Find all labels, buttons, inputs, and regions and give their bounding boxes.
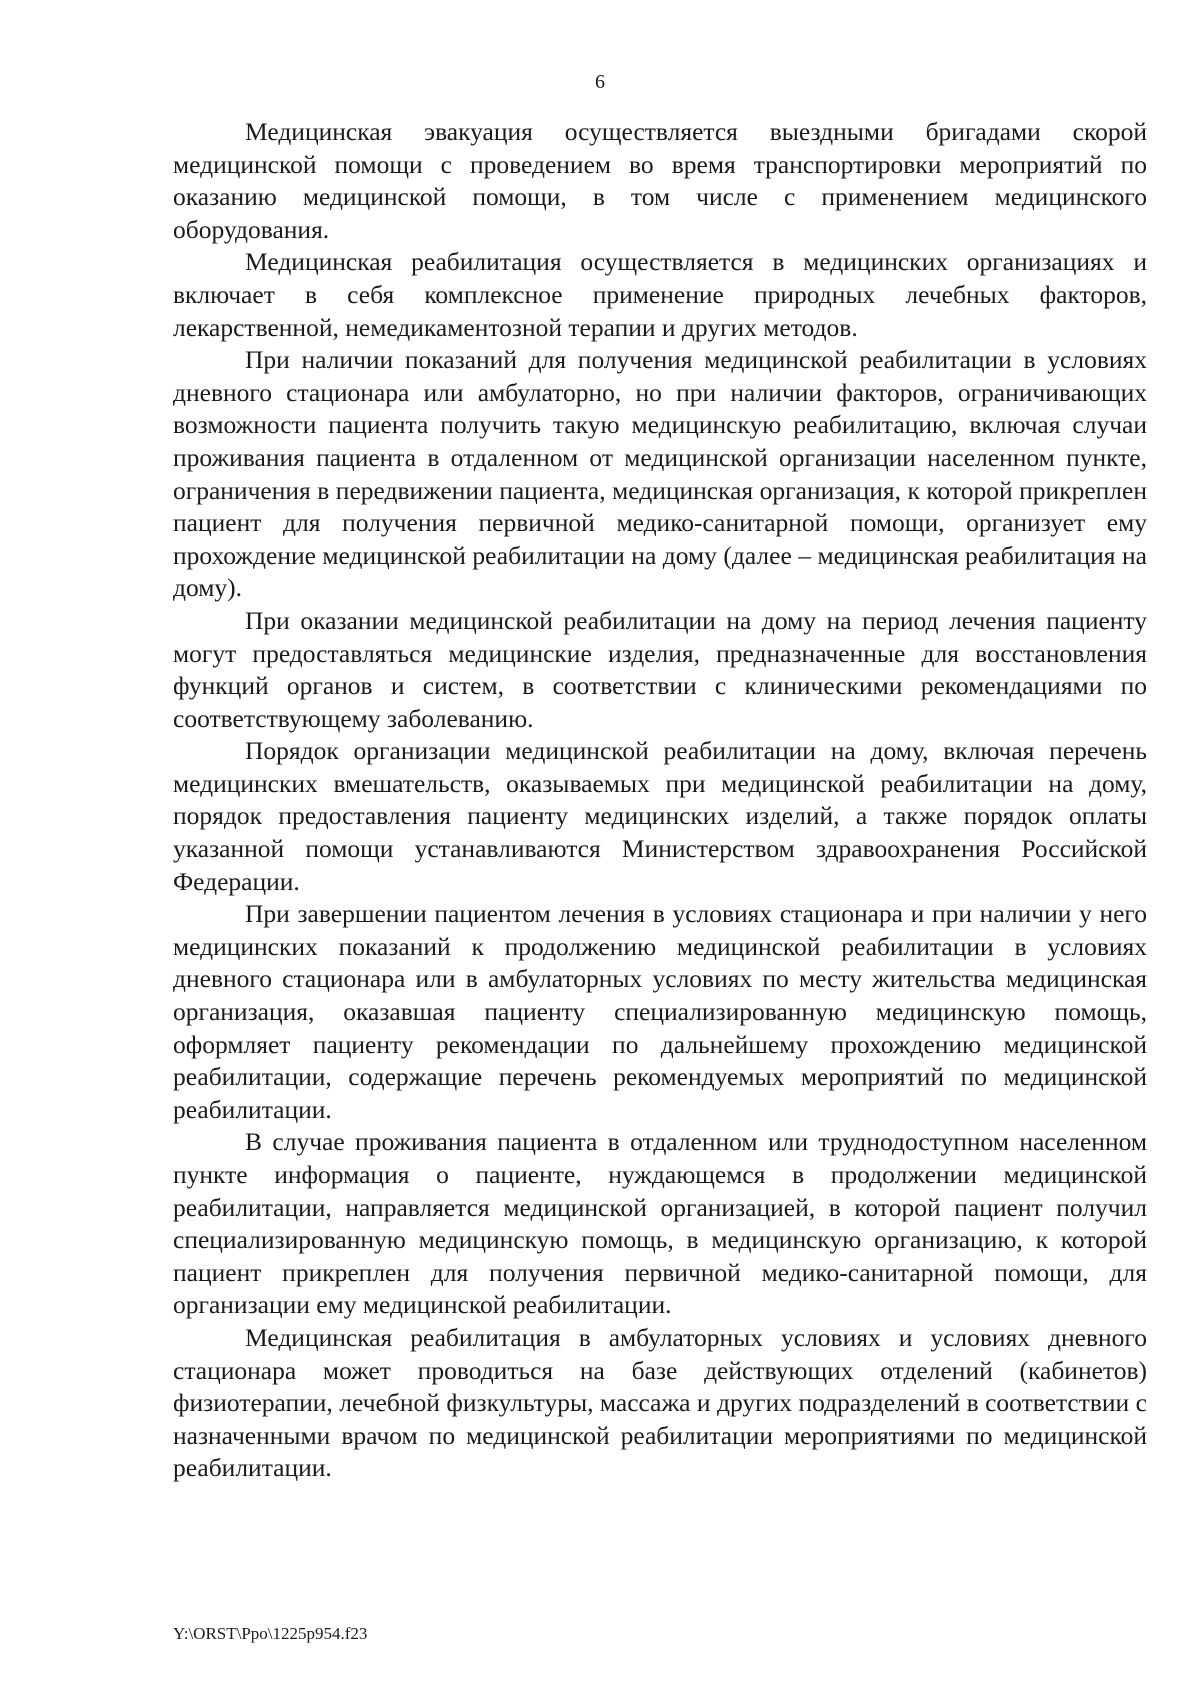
paragraph-home-rehabilitation-procedure: Порядок организации медицинской реабилитации на дому, включая перечень медицинских вмешательств, оказываемых при медицинской реабилитации на дому, порядок предоставления пациенту медицинских изделий, а также порядок оплаты указанной помощи устанавливаются Министерством здравоохранения Российской Федерации. bbox=[173, 736, 1147, 896]
paragraph-home-rehabilitation-indications: При наличии показаний для получения медицинской реабилитации в условиях дневного стационара или амбулаторно, но при наличии факторов, ограничивающих возможности пациента получить такую медицинскую реабилитацию, включая случаи проживания пациента в отдаленном от медицинской организации населенном пункте, ограничения в передвижении пациента, медицинская организация, к которой прикреплен пациент для получения первичной медико-санитарной помощи, организует ему прохождение медицинской реабилитации на дому (далее – медицинская реабилитация на дому). bbox=[173, 345, 1147, 603]
body-text bbox=[173, 116, 1147, 1485]
paragraph-outpatient-rehabilitation: Медицинская реабилитация в амбулаторных условиях и условиях дневного стационара может проводиться на базе действующих отделений (кабинетов) физиотерапии, лечебной физкультуры, массажа и других подразделений в соответствии с назначенными врачом по медицинской реабилитации мероприятиями по медицинской реабилитации. bbox=[173, 1322, 1147, 1483]
footer-file-path: Y:\ORST\Ppo\1225p954.f23 bbox=[173, 1624, 368, 1643]
page-number: 6 bbox=[595, 71, 605, 93]
paragraph-medical-evacuation: Медицинская эвакуация осуществляется выездными бригадами скорой медицинской помощи с проведением во время транспортировки мероприятий по оказанию медицинской помощи, в том числе с применением медицинского оборудования. bbox=[173, 117, 1147, 244]
paragraph-medical-rehabilitation: Медицинская реабилитация осуществляется в медицинских организациях и включает в себя комплексное применение природных лечебных факторов, лекарственной, немедикаментозной терапии и других методов. bbox=[173, 247, 1147, 342]
paragraph-remote-settlement: В случае проживания пациента в отдаленном или труднодоступном населенном пункте информация о пациенте, нуждающемся в продолжении медицинской реабилитации, направляется медицинской организацией, в которой пациент получил специализированную медицинскую помощь, в медицинскую организацию, к которой пациент прикреплен для получения первичной медико-санитарной помощи, для организации ему медицинской реабилитации. bbox=[173, 1127, 1147, 1320]
paragraph-medical-devices: При оказании медицинской реабилитации на дому на период лечения пациенту могут предоставляться медицинские изделия, предназначенные для восстановления функций органов и систем, в соответствии с клиническими рекомендациями по соответствующему заболеванию. bbox=[173, 605, 1147, 733]
paragraph-discharge-recommendations: При завершении пациентом лечения в условиях стационара и при наличии у него медицинских показаний к продолжению медицинской реабилитации в условиях дневного стационара или в амбулаторных условиях по месту жительства медицинская организация, оказавшая пациенту специализированную медицинскую помощь, оформляет пациенту рекомендации по дальнейшему прохождению медицинской реабилитации, содержащие перечень рекомендуемых мероприятий по медицинской реабилитации. bbox=[173, 899, 1147, 1124]
